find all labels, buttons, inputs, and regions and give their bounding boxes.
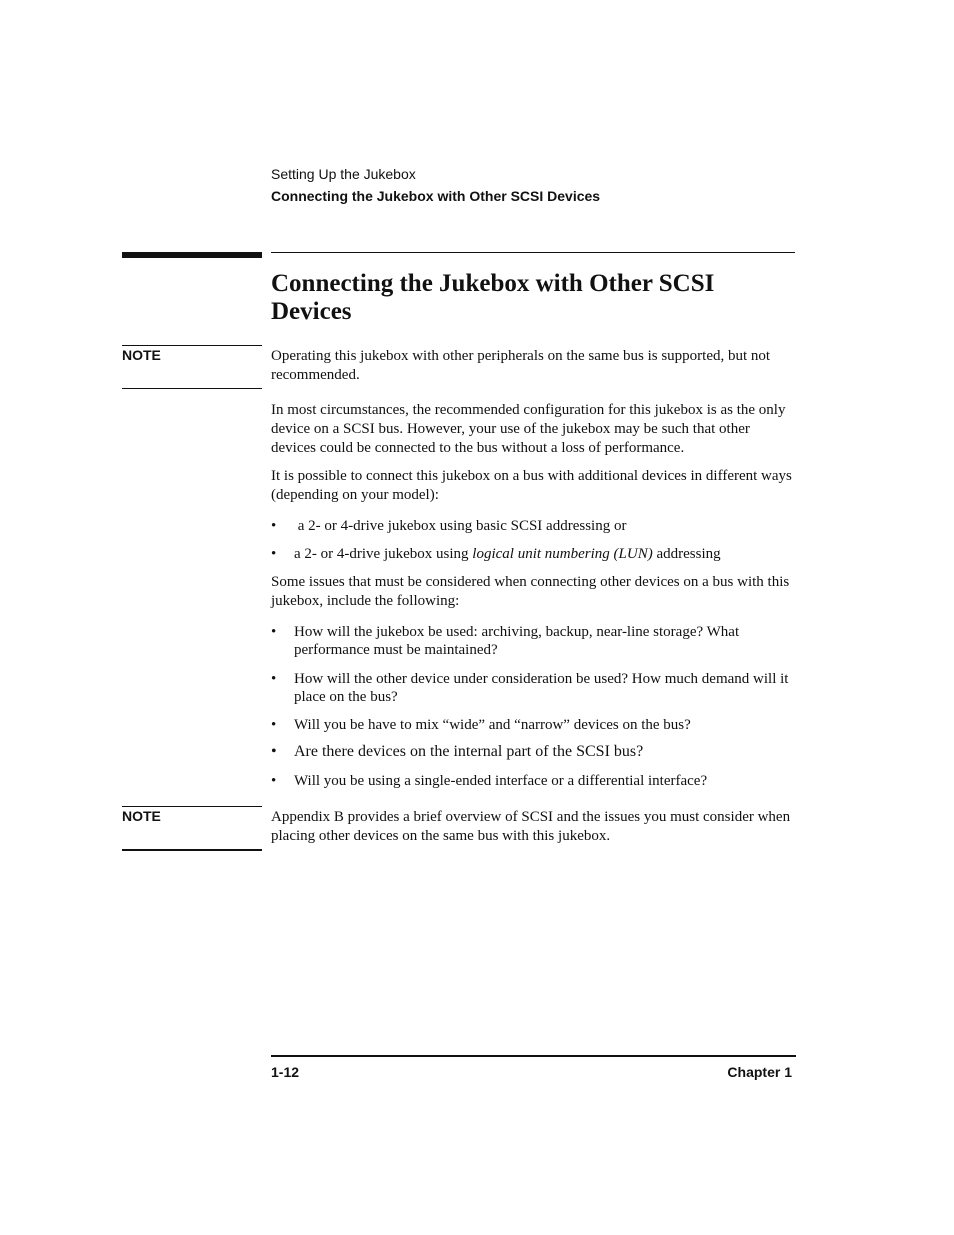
bullet-icon: • <box>271 773 277 789</box>
list-item-text: Will you be using a single-ended interface or a differential interface? <box>294 773 708 789</box>
list-item-text: Are there devices on the internal part of the SCSI bus? <box>294 743 644 760</box>
page-title-line-2: Devices <box>271 298 352 325</box>
note-2-text: Appendix B provides a brief overview of SCSI and the issues you must consider when placing other devices on the same bus with this jukebox. <box>271 809 791 844</box>
bullet-icon: • <box>271 717 277 733</box>
running-header-section: Setting Up the Jukebox <box>271 166 416 182</box>
section-rule-thin <box>271 252 795 253</box>
list-item-emphasis: logical unit numbering (LUN) <box>472 546 653 562</box>
list-item-text: Will you be have to mix “wide” and “narrow” devices on the bus? <box>294 717 691 733</box>
page-title <box>271 270 791 326</box>
note-2-bottom-rule <box>122 849 262 851</box>
note-1-label: NOTE <box>122 347 161 363</box>
page-number: 1-12 <box>271 1064 300 1080</box>
list-item-text: a 2- or 4-drive jukebox using basic SCSI addressing or <box>294 518 627 534</box>
bullet-icon: • <box>271 624 277 640</box>
note-2-top-rule <box>122 806 262 807</box>
list-item-text: How will the jukebox be used: archiving, backup, near-line storage? What performance must be maintained? <box>294 624 740 658</box>
section-rule-thick <box>122 252 262 258</box>
running-header-subsection: Connecting the Jukebox with Other SCSI Devices <box>271 188 601 204</box>
note-1-top-rule <box>122 345 262 346</box>
note-1-bottom-rule <box>122 388 262 389</box>
paragraph-1: In most circumstances, the recommended configuration for this jukebox is as the only device on a SCSI bus. However, your use of the jukebox may be such that other devices could be connected to the bus without a loss of performance. <box>271 402 786 456</box>
bullet-icon: • <box>271 518 277 534</box>
note-1-text: Operating this jukebox with other peripherals on the same bus is supported, but not recommended. <box>271 348 771 383</box>
page-title-line-1: Connecting the Jukebox with Other SCSI <box>271 270 715 297</box>
list-item-text: How will the other device under consideration be used? How much demand will it place on the bus? <box>294 671 789 705</box>
list-item-text-part: a 2- or 4-drive jukebox using <box>294 546 473 562</box>
footer-rule <box>271 1055 796 1057</box>
list-item-text-part: addressing <box>652 546 721 562</box>
bullet-icon: • <box>271 671 277 687</box>
paragraph-2: It is possible to connect this jukebox on a bus with additional devices in different ways (depending on your model): <box>271 468 792 503</box>
paragraph-3: Some issues that must be considered when connecting other devices on a bus with this jukebox, include the following: <box>271 574 790 609</box>
chapter-label: Chapter 1 <box>727 1064 792 1080</box>
bullet-icon: • <box>271 743 277 760</box>
list-item-text <box>294 545 794 563</box>
bullet-icon: • <box>271 546 277 562</box>
note-2-label: NOTE <box>122 808 161 824</box>
